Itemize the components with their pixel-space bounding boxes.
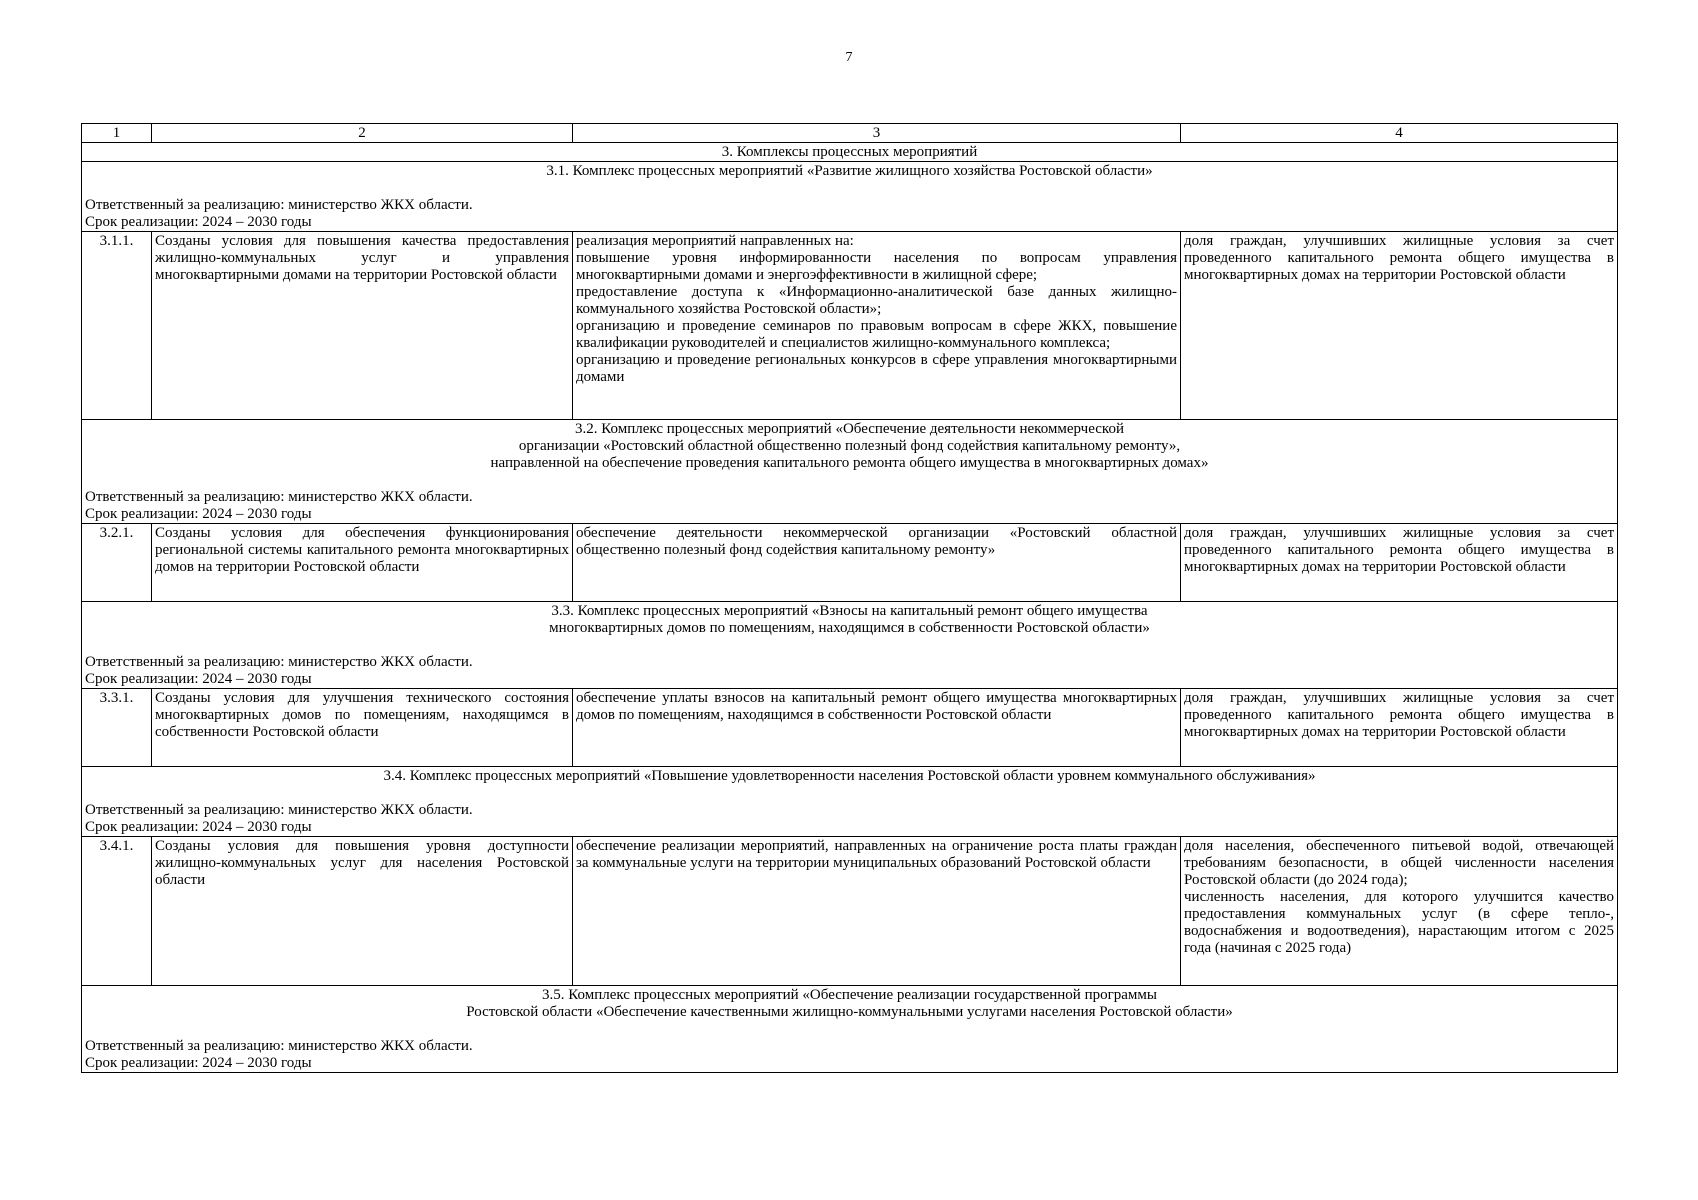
complex-title — [85, 987, 1614, 1021]
complex-term: Срок реализации: 2024 – 2030 годы — [85, 214, 312, 230]
complex-header-row — [82, 162, 1618, 232]
complex-term: Срок реализации: 2024 – 2030 годы — [85, 1055, 312, 1071]
column-number-1: 1 — [82, 124, 152, 143]
complex-responsible: Ответственный за реализацию: министерство ЖКХ области. — [85, 197, 473, 213]
indicator-line: численность населения, для которого улучшится качество предоставления коммунальных услуг (в сфере тепло-, водоснабжения и водоотведения), нарастающим итогом с 2025 года (начиная с 2025 года) — [1184, 889, 1614, 956]
description-line: обеспечение реализации мероприятий, направленных на ограничение роста платы граждан за коммунальные услуги на территории муниципальных образований Ростовской области — [576, 838, 1177, 871]
table-row — [82, 689, 1618, 767]
section-title: 3. Комплексы процессных мероприятий — [82, 143, 1618, 162]
task-cell: Созданы условия для обеспечения функционирования региональной системы капитального ремонта многоквартирных домов на территории Ростовской области — [152, 524, 573, 602]
complex-header — [82, 420, 1618, 524]
complex-term: Срок реализации: 2024 – 2030 годы — [85, 506, 312, 522]
task-cell: Созданы условия для улучшения технического состояния многоквартирных домов по помещениям, находящимся в собственности Ростовской области — [152, 689, 573, 767]
indicator-line: доля граждан, улучшивших жилищные условия за счет проведенного капитального ремонта общего имущества в многоквартирных домах на территории Ростовской области — [1184, 525, 1614, 575]
complex-responsible: Ответственный за реализацию: министерство ЖКХ области. — [85, 1038, 473, 1054]
task-cell: Созданы условия для повышения уровня доступности жилищно-коммунальных услуг для населения Ростовской области — [152, 837, 573, 986]
indicator-cell — [1181, 837, 1618, 986]
complex-header — [82, 602, 1618, 689]
column-number-row — [82, 124, 1618, 143]
description-cell — [573, 837, 1181, 986]
complex-title — [85, 421, 1614, 472]
table-row — [82, 837, 1618, 986]
complex-responsible: Ответственный за реализацию: министерство ЖКХ области. — [85, 654, 473, 670]
complex-header-row — [82, 602, 1618, 689]
column-number-4: 4 — [1181, 124, 1618, 143]
indicator-cell — [1181, 524, 1618, 602]
complex-title-line: многоквартирных домов по помещениям, находящимся в собственности Ростовской области» — [549, 620, 1150, 636]
indicator-cell — [1181, 232, 1618, 420]
description-line: предоставление доступа к «Информационно-аналитической базе данных жилищно-коммунального хозяйства Ростовской области»; — [576, 284, 1177, 317]
process-complexes-table — [81, 123, 1618, 1073]
column-number-2: 2 — [152, 124, 573, 143]
complex-title-line: Ростовской области «Обеспечение качественными жилищно-коммунальными услугами населения Ростовской области» — [466, 1004, 1233, 1020]
complex-title — [85, 163, 1614, 180]
complex-title-line: 3.1. Комплекс процессных мероприятий «Развитие жилищного хозяйства Ростовской области» — [546, 163, 1153, 179]
complex-header-row — [82, 986, 1618, 1073]
complex-responsible: Ответственный за реализацию: министерство ЖКХ области. — [85, 802, 473, 818]
indicator-line: доля граждан, улучшивших жилищные условия за счет проведенного капитального ремонта общего имущества в многоквартирных домах на территории Ростовской области — [1184, 233, 1614, 283]
complex-title-line: направленной на обеспечение проведения капитального ремонта общего имущества в многоквартирных домах» — [490, 455, 1209, 471]
description-line: организацию и проведение семинаров по правовым вопросам в сфере ЖКХ, повышение квалификации руководителей и специалистов жилищно-коммунального комплекса; — [576, 318, 1177, 351]
complex-title-line: 3.3. Комплекс процессных мероприятий «Взносы на капитальный ремонт общего имущества — [551, 603, 1148, 619]
complex-term: Срок реализации: 2024 – 2030 годы — [85, 819, 312, 835]
complex-title-line: организации «Ростовский областной общественно полезный фонд содействия капитальному ремонту», — [518, 438, 1181, 454]
indicator-line: доля граждан, улучшивших жилищные условия за счет проведенного капитального ремонта общего имущества в многоквартирных домах на территории Ростовской области — [1184, 690, 1614, 740]
complex-responsible: Ответственный за реализацию: министерство ЖКХ области. — [85, 489, 473, 505]
description-cell — [573, 232, 1181, 420]
row-number: 3.4.1. — [82, 837, 152, 986]
complex-term: Срок реализации: 2024 – 2030 годы — [85, 671, 312, 687]
indicator-line: доля населения, обеспеченного питьевой водой, отвечающей требованиям безопасности, в общей численности населения Ростовской области (до 2024 года); — [1184, 838, 1614, 888]
description-cell — [573, 689, 1181, 767]
complex-title — [85, 768, 1614, 785]
indicator-cell — [1181, 689, 1618, 767]
row-number: 3.2.1. — [82, 524, 152, 602]
complex-title-line: 3.5. Комплекс процессных мероприятий «Обеспечение реализации государственной программы — [542, 987, 1157, 1003]
complex-header-row — [82, 420, 1618, 524]
task-cell: Созданы условия для повышения качества предоставления жилищно-коммунальных услуг и управления многоквартирными домами на территории Ростовской области — [152, 232, 573, 420]
complex-header — [82, 767, 1618, 837]
complex-header — [82, 162, 1618, 232]
row-number: 3.3.1. — [82, 689, 152, 767]
description-line: обеспечение деятельности некоммерческой организации «Ростовский областной общественно полезный фонд содействия капитальному ремонту» — [576, 525, 1177, 558]
page-number: 7 — [845, 50, 853, 65]
column-number-3: 3 — [573, 124, 1181, 143]
table-row — [82, 232, 1618, 420]
description-cell — [573, 524, 1181, 602]
complex-title — [85, 603, 1614, 637]
complex-title-line: 3.2. Комплекс процессных мероприятий «Обеспечение деятельности некоммерческой — [575, 421, 1124, 437]
section-title-row — [82, 143, 1618, 162]
description-line: обеспечение уплаты взносов на капитальный ремонт общего имущества многоквартирных домов по помещениям, находящимся в собственности Ростовской области — [576, 690, 1177, 723]
complex-header-row — [82, 767, 1618, 837]
description-line: организацию и проведение региональных конкурсов в сфере управления многоквартирными домами — [576, 352, 1177, 385]
description-line: реализация мероприятий направленных на: — [576, 233, 854, 249]
complex-title-line: 3.4. Комплекс процессных мероприятий «Повышение удовлетворенности населения Ростовской области уровнем коммунального обслуживания» — [383, 768, 1316, 784]
complex-header — [82, 986, 1618, 1073]
table-row — [82, 524, 1618, 602]
row-number: 3.1.1. — [82, 232, 152, 420]
description-line: повышение уровня информированности населения по вопросам управления многоквартирными домами и энергоэффективности в жилищной сфере; — [576, 250, 1177, 283]
